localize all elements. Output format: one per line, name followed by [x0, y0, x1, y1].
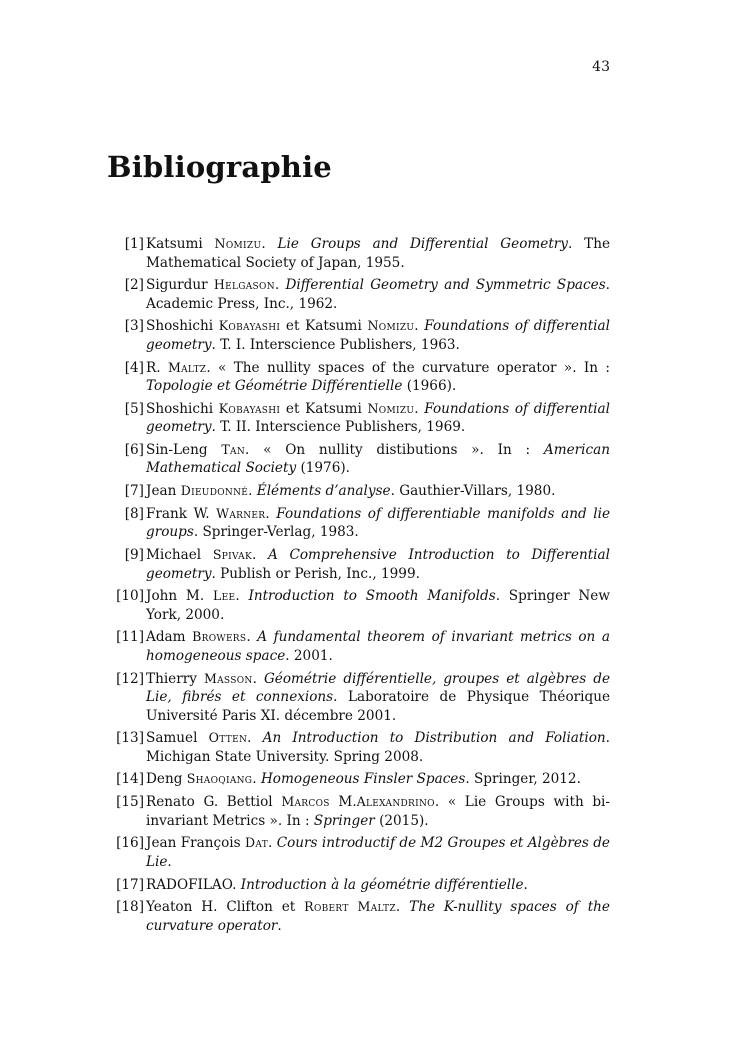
author-last-name: Maltz	[167, 359, 207, 375]
entry-number-label: [8]	[124, 505, 144, 522]
page-number: 43	[592, 59, 610, 75]
publication-details: . T. I. Interscience Publishers, 1963.	[211, 336, 460, 353]
bibliography-entry	[104, 317, 610, 354]
separator: .	[235, 588, 249, 605]
entry-number-label: [16]	[116, 835, 144, 852]
separator: .	[261, 236, 278, 252]
separator: .	[252, 771, 261, 788]
bibliography-entry	[104, 235, 610, 272]
entry-number	[104, 770, 144, 789]
author-last-name: Browers	[192, 629, 247, 645]
entry-text	[144, 898, 610, 935]
page-title: Bibliographie	[107, 150, 332, 184]
author-last-name: Helgason	[213, 277, 275, 293]
entry-text	[144, 317, 610, 354]
author-first-name: Jean	[146, 483, 177, 500]
separator: .	[246, 629, 258, 646]
entry-number-label: [5]	[124, 400, 144, 417]
separator: .	[434, 794, 448, 811]
author-last-name: Spivak	[212, 547, 252, 562]
author-first-name: Sin-Leng	[146, 441, 208, 458]
entry-number	[104, 400, 144, 437]
work-title: Topologie et Géométrie Différentielle	[146, 378, 403, 395]
work-title: An Introduction to Distribution and Foliation	[262, 730, 606, 747]
publication-details: . Springer-Verlag, 1983.	[193, 524, 359, 541]
author-first-name: Shoshichi	[146, 400, 214, 417]
entry-number	[104, 276, 144, 313]
publication-details: . Laboratoire de Physique Théorique Université Paris XI. décembre 2001.	[146, 689, 610, 724]
publication-details: (2015).	[374, 812, 429, 829]
author-last-name: Warner	[216, 505, 266, 521]
entry-text	[144, 628, 610, 665]
in-label: In :	[483, 441, 544, 458]
author-last-name-2: Nomizu	[367, 318, 415, 334]
bibliography-entry	[104, 276, 610, 313]
entry-number	[104, 505, 144, 542]
entry-number	[104, 670, 144, 726]
separator: .	[274, 277, 286, 294]
in-label: In :	[282, 812, 314, 829]
work-title: Géométrie différentielle, groupes et algèbres de Lie, fibrés et connexions	[146, 670, 610, 706]
entry-number	[104, 359, 144, 396]
entry-text	[144, 482, 610, 501]
entry-number	[104, 317, 144, 354]
entry-number-label: [17]	[116, 876, 144, 893]
entry-text	[144, 400, 610, 437]
work-title: Homogeneous Finsler Spaces	[260, 771, 466, 788]
author-first-name: Thierry	[146, 670, 197, 687]
author-last-name: Marcos	[281, 794, 330, 810]
separator: .	[248, 483, 257, 500]
author-last-name-2: Alexandrino	[356, 794, 435, 810]
bibliography-entry	[104, 729, 610, 766]
author-first-name: Sigurdur	[146, 277, 208, 294]
work-title: American Mathematical Society	[146, 441, 610, 477]
bibliography-entry	[104, 898, 610, 935]
publication-details: .	[277, 917, 282, 934]
work-title: Introduction to Smooth Manifolds	[248, 588, 496, 605]
author-first-name: Yeaton H. Clifton et	[146, 899, 296, 916]
separator: .	[395, 899, 410, 916]
entry-number	[104, 235, 144, 272]
author-first-name: John M.	[146, 588, 205, 605]
entry-number-label: [18]	[116, 899, 144, 916]
publication-details: . Michigan State University. Spring 2008.	[146, 730, 610, 765]
separator: .	[265, 505, 277, 522]
author-last-name: Dat	[245, 835, 269, 851]
entry-number	[104, 482, 144, 501]
publication-details: . T. II. Interscience Publishers, 1969.	[211, 419, 466, 436]
entry-number-label: [12]	[116, 670, 144, 687]
work-title: Introduction à la géométrie différentielle	[240, 876, 524, 893]
author-last-name: Otten	[208, 730, 248, 746]
entry-number	[104, 834, 144, 871]
work-title: Differential Geometry and Symmetric Spaces	[285, 277, 606, 294]
separator: .	[247, 730, 263, 747]
entry-number	[104, 898, 144, 935]
work-title: The K-nullity spaces of the curvature operator	[146, 899, 610, 934]
entry-number	[104, 729, 144, 766]
entry-number-label: [3]	[124, 318, 144, 335]
separator: .	[245, 441, 264, 458]
author-connector: et Katsumi	[280, 318, 368, 335]
publication-details: . The Mathematical Society of Japan, 1955.	[146, 236, 610, 271]
author-last-name: Nomizu	[214, 236, 262, 251]
entry-number-label: [7]	[124, 483, 144, 500]
author-last-name-2: Nomizu	[367, 400, 415, 416]
work-title: Springer	[313, 812, 375, 829]
work-title: Foundations of differentiable manifolds and lie groups	[146, 505, 610, 541]
entry-text	[144, 546, 610, 583]
entry-number-label: [13]	[116, 730, 144, 747]
work-title: Cours introductif de M2 Groupes et Algèbres de Lie	[146, 835, 610, 870]
bibliography-entry	[104, 876, 610, 895]
author-last-name: Kobayashi	[218, 400, 281, 416]
entry-text	[144, 793, 610, 830]
entry-number-label: [10]	[116, 588, 144, 605]
work-title: Foundations of differential geometry	[146, 318, 610, 353]
author-first-name: Shoshichi	[146, 318, 214, 335]
bibliography-entry	[104, 505, 610, 542]
separator: .	[251, 547, 268, 563]
entry-number	[104, 876, 144, 895]
bibliography-entry	[104, 482, 610, 501]
publication-details: . 2001.	[285, 647, 333, 664]
author-last-name: Kobayashi	[218, 318, 281, 334]
entry-text	[144, 235, 610, 272]
entry-number	[104, 546, 144, 583]
author-first-name: Renato G. Bettiol	[146, 794, 273, 811]
entry-text	[144, 770, 610, 789]
author-last-name: Robert Maltz	[304, 899, 396, 915]
entry-text	[144, 670, 610, 726]
author-first-name: Samuel	[146, 730, 198, 747]
publication-details: (1976).	[296, 460, 350, 477]
entry-number	[104, 587, 144, 624]
author-first-name: Frank W.	[146, 505, 210, 522]
bibliography-entry	[104, 359, 610, 396]
separator: .	[414, 400, 425, 417]
separator: .	[252, 670, 264, 687]
publication-details: . Publish or Perish, Inc., 1999.	[211, 565, 420, 582]
author-first-name: RADOFILAO	[146, 876, 233, 893]
bibliography-entry	[104, 400, 610, 437]
entry-number-label: [1]	[124, 236, 144, 252]
separator: .	[206, 359, 219, 376]
author-last-name: Tan	[221, 441, 246, 457]
entry-number	[104, 793, 144, 830]
separator: .	[268, 835, 277, 852]
author-first-name: Deng	[146, 771, 183, 788]
entry-number	[104, 441, 144, 478]
entry-text	[144, 834, 610, 871]
entry-number	[104, 628, 144, 665]
publication-details: . Gauthier-Villars, 1980.	[390, 483, 556, 500]
author-first-name: Katsumi	[146, 236, 203, 252]
entry-number-label: [11]	[116, 629, 144, 646]
entry-text	[144, 359, 610, 396]
entry-text	[144, 729, 610, 766]
author-first-name: Adam	[146, 629, 186, 646]
publication-details: . Springer, 2012.	[465, 771, 581, 788]
author-last-name: Dieudonné	[180, 483, 249, 499]
article-title: « Lie Groups with bi-invariant Metrics ».	[146, 794, 610, 829]
author-last-name: Shaoqiang	[186, 771, 253, 787]
publication-details: . Springer New York, 2000.	[146, 588, 610, 623]
separator: .	[414, 318, 425, 335]
bibliography-entry	[104, 770, 610, 789]
entry-text	[144, 441, 610, 478]
work-title: Foundations of differential geometry	[146, 400, 610, 436]
entry-text	[144, 505, 610, 542]
publication-details: .	[523, 876, 528, 893]
entry-text	[144, 276, 610, 313]
bibliography-entry	[104, 587, 610, 624]
bibliography-list	[104, 235, 610, 939]
entry-text	[144, 876, 610, 895]
work-title: A Comprehensive Introduction to Differential geometry	[146, 547, 610, 582]
separator: .	[232, 876, 241, 893]
article-title: « The nullity spaces of the curvature operator ».	[218, 359, 577, 376]
entry-number-label: [4]	[124, 359, 144, 376]
entry-text	[144, 587, 610, 624]
in-label: In :	[576, 359, 610, 376]
work-title: Lie Groups and Differential Geometry	[277, 236, 568, 252]
bibliography-entry	[104, 628, 610, 665]
entry-number-label: [9]	[124, 547, 144, 563]
author-connector: M.	[329, 794, 357, 811]
entry-number-label: [14]	[116, 771, 144, 788]
bibliography-entry	[104, 834, 610, 871]
author-last-name: Masson	[203, 670, 253, 686]
author-connector: et Katsumi	[280, 400, 368, 417]
publication-details: .	[167, 853, 172, 870]
entry-number-label: [15]	[116, 794, 144, 811]
author-first-name: Michael	[146, 547, 202, 563]
entry-number-label: [2]	[124, 277, 144, 294]
work-title: A fundamental theorem of invariant metrics on a homogeneous space	[146, 629, 610, 664]
author-first-name: R.	[146, 359, 161, 376]
article-title: « On nullity distibutions ».	[263, 441, 484, 458]
bibliography-entry	[104, 546, 610, 583]
bibliography-entry	[104, 793, 610, 830]
author-first-name: Jean François	[146, 835, 241, 852]
entry-number-label: [6]	[124, 441, 144, 458]
bibliography-entry	[104, 670, 610, 726]
author-last-name: Lee	[212, 588, 236, 604]
publication-details: . Academic Press, Inc., 1962.	[146, 277, 610, 312]
work-title: Éléments d’analyse	[256, 483, 391, 500]
publication-details: (1966).	[402, 378, 457, 395]
bibliography-entry	[104, 441, 610, 478]
